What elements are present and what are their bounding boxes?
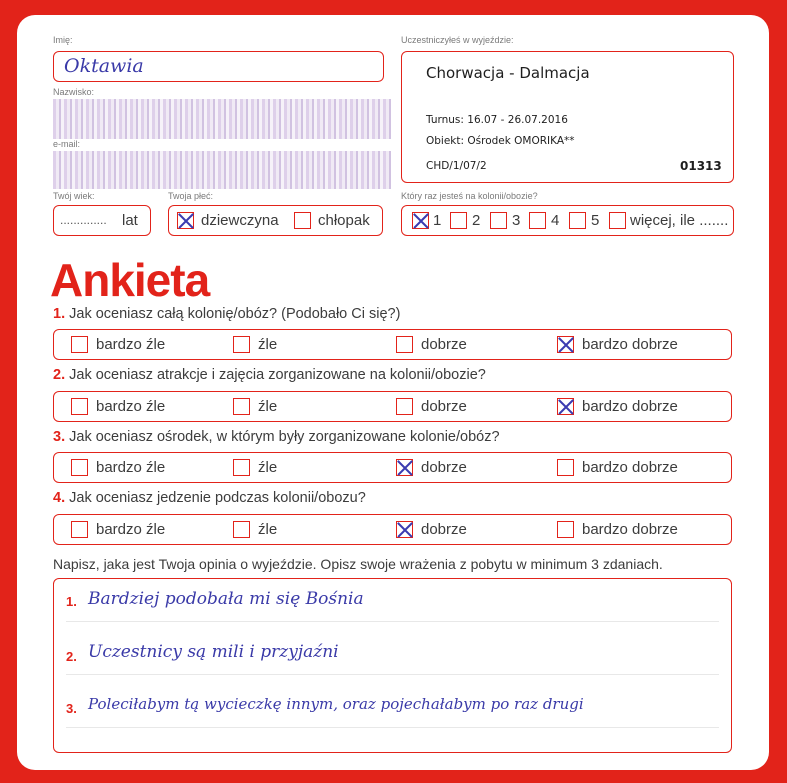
ktory-checkbox-4[interactable]: [529, 212, 546, 229]
answer-row-3: [53, 452, 732, 483]
plec-label: Twoja płeć:: [168, 191, 214, 201]
wiek-label: Twój wiek:: [53, 191, 95, 201]
answer-option-label: bardzo źle: [96, 398, 166, 415]
answer-option-label: źle: [258, 398, 278, 415]
ktory-option-4: 4: [551, 212, 560, 229]
answer-row-1: [53, 329, 732, 360]
plec-option-chlopak: chłopak: [318, 212, 370, 229]
answer-checkbox[interactable]: [557, 398, 574, 415]
question-number: 1.: [53, 306, 66, 322]
question-3: [53, 429, 500, 445]
ktory-option-5: 5: [591, 212, 600, 229]
answer-option-label: dobrze: [421, 521, 467, 538]
opinion-line-number: 2.: [66, 649, 77, 664]
survey-title: Ankieta: [50, 254, 210, 306]
opinion-line-text: Uczestnicy są mili i przyjaźni: [88, 642, 339, 662]
opinion-prompt: Napisz, jaka jest Twoja opinia o wyjeździe. Opisz swoje wrażenia z pobytu w minimum 3 zdaniach.: [53, 556, 663, 572]
question-1: [53, 306, 400, 322]
opinion-rule: [66, 727, 719, 728]
opinion-line-number: 3.: [66, 701, 77, 716]
answer-option-label: bardzo dobrze: [582, 398, 678, 415]
opinion-field[interactable]: [53, 578, 732, 753]
wiek-unit: lat: [122, 212, 138, 229]
plec-field: [168, 205, 383, 236]
opinion-line-text: Poleciłabym tą wycieczkę innym, oraz pojechałabym po raz drugi: [88, 695, 584, 713]
answer-row-2: [53, 391, 732, 422]
answer-row-4: [53, 514, 732, 545]
question-number: 2.: [53, 367, 66, 383]
answer-checkbox[interactable]: [557, 459, 574, 476]
plec-checkbox-chlopak[interactable]: [294, 212, 311, 229]
ktory-checkbox-wiecej[interactable]: [609, 212, 626, 229]
answer-option-label: bardzo dobrze: [582, 521, 678, 538]
ktory-checkbox-2[interactable]: [450, 212, 467, 229]
email-redacted: [53, 151, 391, 189]
opinion-line-text: Bardziej podobała mi się Bośnia: [88, 589, 364, 609]
answer-option-label: bardzo źle: [96, 336, 166, 353]
answer-checkbox[interactable]: [396, 336, 413, 353]
opinion-rule: [66, 621, 719, 622]
question-number: 3.: [53, 429, 66, 445]
answer-checkbox[interactable]: [71, 398, 88, 415]
answer-option-label: bardzo dobrze: [582, 459, 678, 476]
question-text: Jak oceniasz całą kolonię/obóz? (Podobało Ci się?): [69, 306, 401, 322]
answer-checkbox[interactable]: [233, 459, 250, 476]
answer-option-label: dobrze: [421, 459, 467, 476]
answer-checkbox[interactable]: [233, 336, 250, 353]
ktory-option-wiecej: więcej, ile .......: [630, 212, 729, 229]
question-text: Jak oceniasz jedzenie podczas kolonii/obozu?: [69, 490, 366, 506]
imie-label: Imię:: [53, 35, 73, 45]
ktory-checkbox-1[interactable]: [412, 212, 429, 229]
answer-checkbox[interactable]: [233, 398, 250, 415]
answer-option-label: bardzo źle: [96, 521, 166, 538]
trip-turnus: Turnus: 16.07 - 26.07.2016: [426, 114, 568, 126]
uczestnik-label: Uczestniczyłeś w wyjeździe:: [401, 35, 514, 45]
trip-info-box: [401, 51, 734, 183]
answer-checkbox[interactable]: [396, 398, 413, 415]
ktory-option-2: 2: [472, 212, 481, 229]
answer-option-label: bardzo dobrze: [582, 336, 678, 353]
survey-sheet: [17, 15, 769, 770]
ktory-label: Który raz jesteś na kolonii/obozie?: [401, 191, 538, 201]
answer-checkbox[interactable]: [557, 336, 574, 353]
answer-checkbox[interactable]: [396, 521, 413, 538]
trip-number: 01313: [680, 159, 722, 173]
answer-checkbox[interactable]: [71, 336, 88, 353]
ktory-field: [401, 205, 734, 236]
imie-value: Oktawia: [64, 55, 144, 77]
opinion-rule: [66, 674, 719, 675]
answer-option-label: dobrze: [421, 336, 467, 353]
answer-checkbox[interactable]: [557, 521, 574, 538]
opinion-line-number: 1.: [66, 594, 77, 609]
nazwisko-label: Nazwisko:: [53, 87, 95, 97]
plec-checkbox-dziewczyna[interactable]: [177, 212, 194, 229]
answer-option-label: źle: [258, 521, 278, 538]
trip-code: CHD/1/07/2: [426, 160, 487, 172]
answer-checkbox[interactable]: [71, 459, 88, 476]
ktory-option-3: 3: [512, 212, 521, 229]
question-text: Jak oceniasz ośrodek, w którym były zorganizowane kolonie/obóz?: [69, 429, 500, 445]
trip-name: Chorwacja - Dalmacja: [426, 64, 590, 82]
answer-option-label: źle: [258, 336, 278, 353]
question-4: [53, 490, 366, 506]
nazwisko-redacted: [53, 99, 391, 139]
answer-checkbox[interactable]: [233, 521, 250, 538]
question-2: [53, 367, 486, 383]
plec-option-dziewczyna: dziewczyna: [201, 212, 279, 229]
imie-field[interactable]: [53, 51, 384, 82]
email-label: e-mail:: [53, 139, 81, 149]
question-text: Jak oceniasz atrakcje i zajęcia zorganizowane na kolonii/obozie?: [69, 367, 486, 383]
answer-option-label: źle: [258, 459, 278, 476]
answer-checkbox[interactable]: [396, 459, 413, 476]
question-number: 4.: [53, 490, 66, 506]
ktory-option-1: 1: [433, 212, 442, 229]
ktory-checkbox-5[interactable]: [569, 212, 586, 229]
trip-obiekt: Obiekt: Ośrodek OMORIKA**: [426, 135, 575, 147]
ktory-checkbox-3[interactable]: [490, 212, 507, 229]
wiek-field[interactable]: [53, 205, 151, 236]
answer-option-label: dobrze: [421, 398, 467, 415]
answer-option-label: bardzo źle: [96, 459, 166, 476]
wiek-dots: ..............: [60, 213, 107, 227]
answer-checkbox[interactable]: [71, 521, 88, 538]
